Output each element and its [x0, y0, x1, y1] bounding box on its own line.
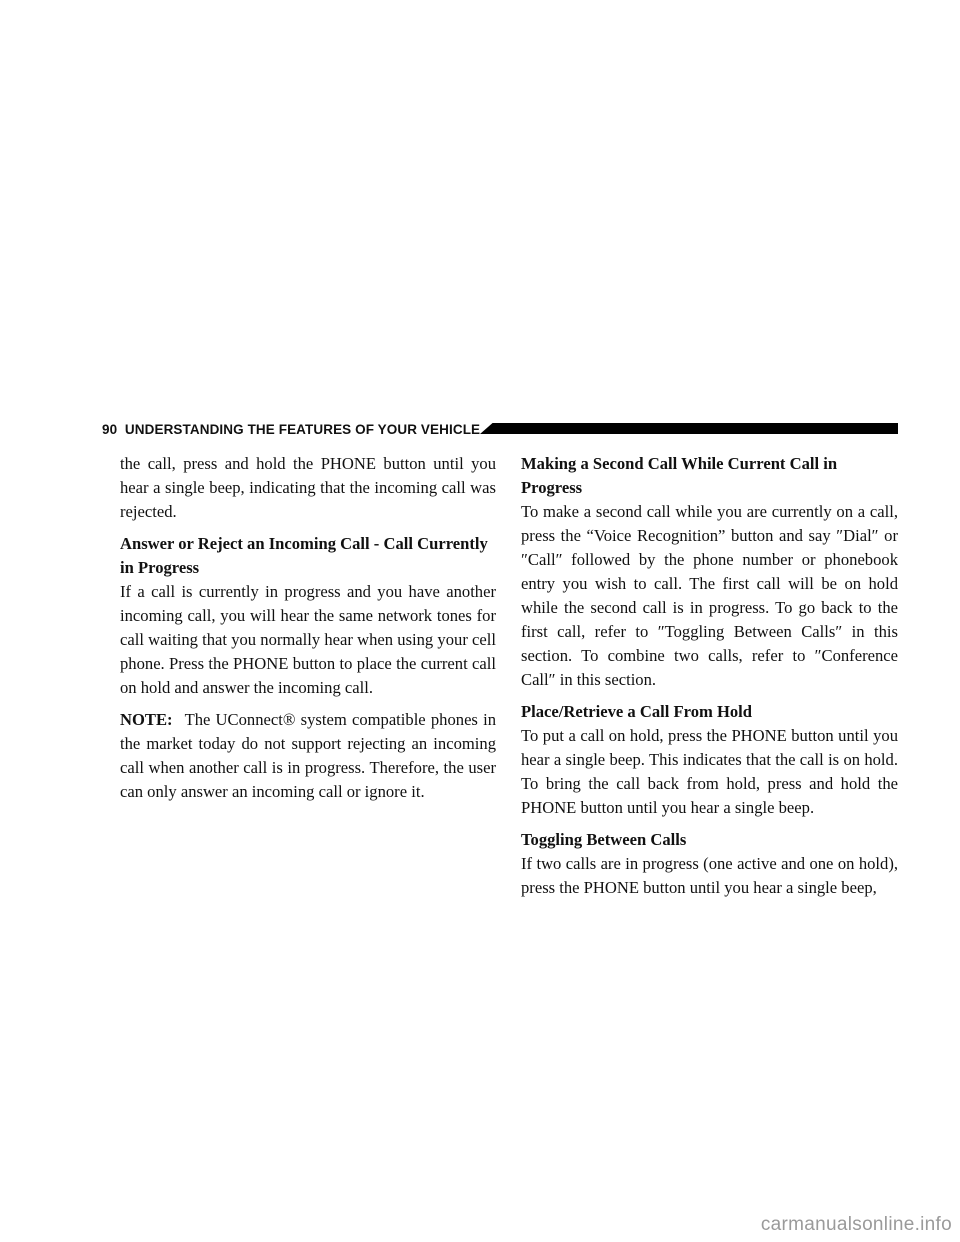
heading-hold: Place/Retrieve a Call From Hold: [521, 702, 753, 721]
heading-second-call: Making a Second Call While Current Call in Progress: [521, 454, 838, 497]
page-header: [102, 420, 898, 440]
header-rule: [480, 423, 898, 434]
intro-paragraph: the call, press and hold the PHONE button until you hear a single beep, indicating that the incoming call was rejected.: [120, 454, 496, 521]
second-call-paragraph: To make a second call while you are currently on a call, press the “Voice Recognition” button and say ″Dial″ or ″Call″ followed by the phone number or phonebook entry you wish to call. The first call will be on hold while the second call is in progress. To go back to the first call, refer to ″Toggling Between Calls″ in this section. To combine two calls, refer to ″Conference Call″ in this section.: [521, 502, 898, 689]
left-column: [120, 452, 496, 812]
toggle-paragraph: If two calls are in progress (one active and one on hold), press the PHONE button until you hear a single beep,: [521, 854, 898, 897]
watermark: carmanualsonline.info: [760, 1214, 952, 1235]
note-label: NOTE:: [120, 710, 173, 729]
note-paragraph: [120, 708, 496, 804]
section-title: UNDERSTANDING THE FEATURES OF YOUR VEHICLE: [124, 422, 481, 437]
note-text: The UConnect® system compatible phones in the market today do not support rejecting an incoming call when another call is in progress. Therefore, the user can only answer an incoming call or ignore it.: [120, 710, 496, 801]
heading-answer-reject: Answer or Reject an Incoming Call - Call Currently in Progress: [120, 534, 488, 577]
header-text: [102, 422, 480, 438]
hold-paragraph: To put a call on hold, press the PHONE button until you hear a single beep. This indicates that the call is on hold. To bring the call back from hold, press and hold the PHONE button until you hear a single beep.: [521, 726, 898, 817]
heading-toggle: Toggling Between Calls: [521, 830, 687, 849]
right-column: [521, 452, 898, 908]
answer-reject-paragraph: If a call is currently in progress and you have another incoming call, you will hear the same network tones for call waiting that you normally hear when using your cell phone. Press the PHONE button to place the current call on hold and answer the incoming call.: [120, 582, 496, 697]
page-number: 90: [102, 422, 118, 437]
